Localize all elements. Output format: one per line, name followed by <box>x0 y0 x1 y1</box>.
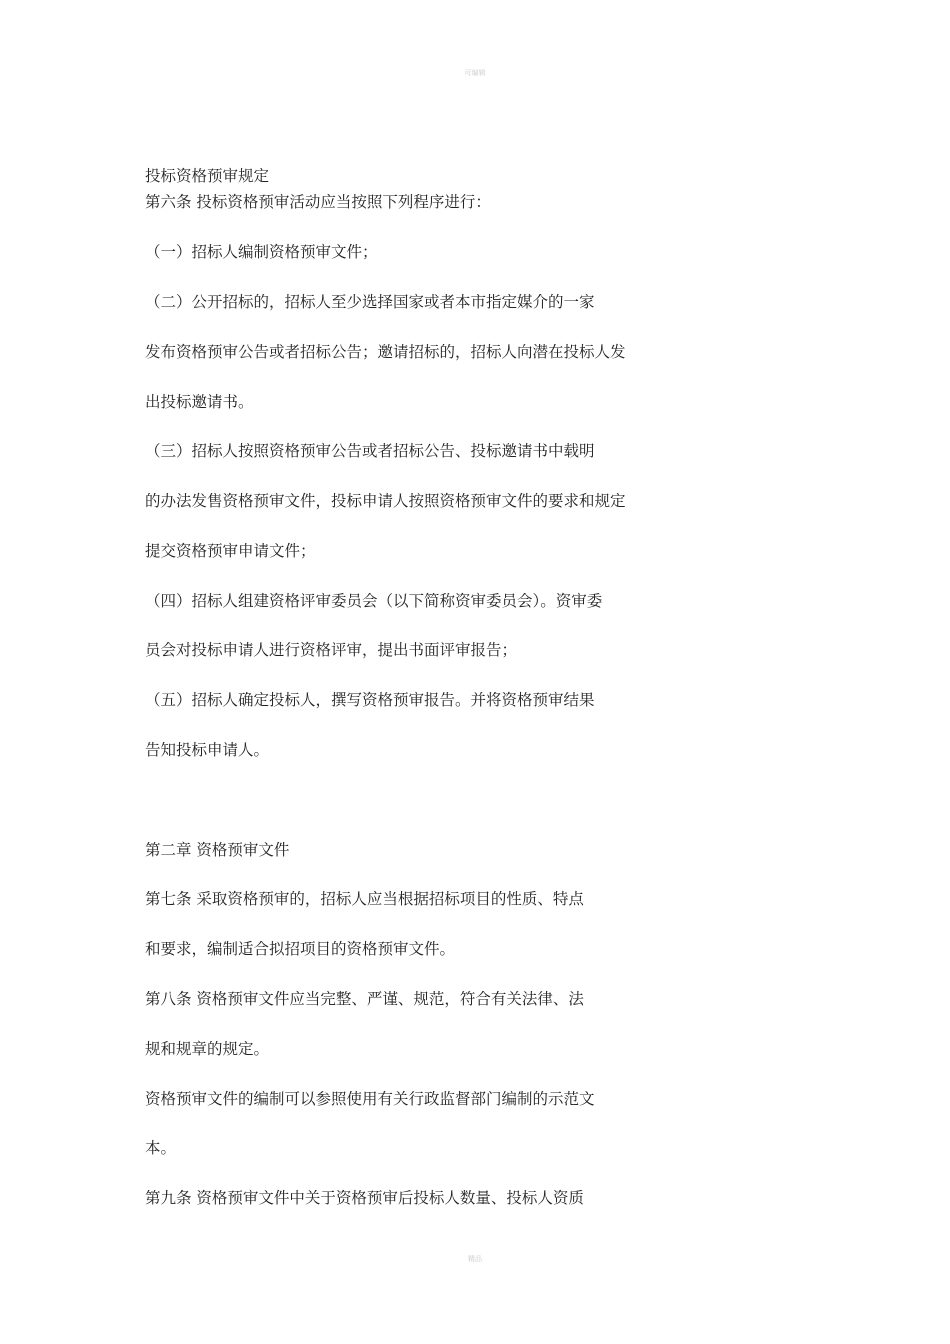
footer-watermark: 精品 <box>468 1255 482 1263</box>
paragraph-line: 和要求，编制适合拟招项目的资格预审文件。 <box>145 940 456 958</box>
paragraph-line: 出投标邀请书。 <box>145 393 254 411</box>
paragraph-line: （四）招标人组建资格评审委员会（以下简称资审委员会）。资审委 <box>145 592 603 610</box>
paragraph-line: 提交资格预审申请文件； <box>145 542 316 560</box>
chapter-2-heading: 第二章 资格预审文件 <box>145 841 290 859</box>
paragraph-line: 第九条 资格预审文件中关于资格预审后投标人数量、投标人资质 <box>145 1189 584 1207</box>
paragraph-line: 本。 <box>145 1139 177 1157</box>
paragraph-line: 规和规章的规定。 <box>145 1040 270 1058</box>
header-watermark: 可编辑 <box>464 69 486 77</box>
article-6-heading: 第六条 投标资格预审活动应当按照下列程序进行： <box>145 193 491 211</box>
paragraph-line: 第七条 采取资格预审的，招标人应当根据招标项目的性质、特点 <box>145 890 584 908</box>
paragraph-line: （五）招标人确定投标人，撰写资格预审报告。并将资格预审结果 <box>145 691 595 709</box>
document-title: 投标资格预审规定 <box>145 167 270 185</box>
paragraph-line: 员会对投标申请人进行资格评审，提出书面评审报告； <box>145 641 518 659</box>
paragraph-line: 资格预审文件的编制可以参照使用有关行政监督部门编制的示范文 <box>145 1090 595 1108</box>
paragraph-line: （三）招标人按照资格预审公告或者招标公告、投标邀请书中载明 <box>145 442 595 460</box>
paragraph-line: 发布资格预审公告或者招标公告；邀请招标的，招标人向潜在投标人发 <box>145 343 626 361</box>
paragraph-line: 告知投标申请人。 <box>145 741 270 759</box>
paragraph-line: 第八条 资格预审文件应当完整、严谨、规范，符合有关法律、法 <box>145 990 584 1008</box>
paragraph-line: 的办法发售资格预审文件，投标申请人按照资格预审文件的要求和规定 <box>145 492 626 510</box>
paragraph-line: （一）招标人编制资格预审文件； <box>145 243 378 261</box>
paragraph-line: （二）公开招标的，招标人至少选择国家或者本市指定媒介的一家 <box>145 293 595 311</box>
